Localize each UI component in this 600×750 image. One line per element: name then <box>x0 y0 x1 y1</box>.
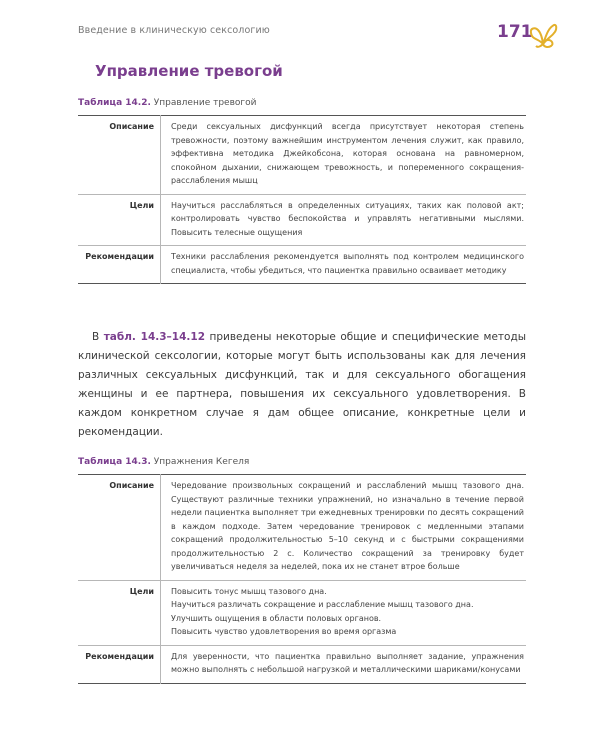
table-caption-text: Управление тревогой <box>153 98 257 108</box>
table-caption-label: Таблица 14.3. <box>78 457 151 467</box>
row-key: Описание <box>78 116 161 195</box>
row-value: Среди сексуальных дисфункций всегда присутствует некоторая степень тревожности, поэтому важнейшим инструментом лечения служит, как правило, эффективна методика Джейкобсона, которая основана на равномерном, спокойном дыхании, снижающем тревожность, и попеременного сокращения-расслабления мышц <box>171 122 524 185</box>
table-reference: табл. 14.3–14.12 <box>103 331 206 343</box>
row-key: Описание <box>78 475 161 581</box>
table-row <box>78 475 526 581</box>
row-key: Цели <box>78 580 161 645</box>
table-row <box>78 246 526 284</box>
paragraph-text: приведены некоторые общие и специфические методы клинической сексологии, которые могут быть использованы как для лечения различных сексуальных дисфункций, так и для сексуального обогащения женщины и ее партнера, повышения их сексуального удовлетворения. В каждом конкретном случае я дам общее описание, конкретные цели и рекомендации. <box>78 331 526 438</box>
row-value: Техники расслабления рекомендуется выполнять под контролем медицинского специалиста, чтобы убедиться, что пациентка правильно осваивает методику <box>171 252 524 275</box>
row-key: Цели <box>78 194 161 246</box>
table-row <box>78 580 526 645</box>
table-row <box>78 116 526 195</box>
table-caption <box>78 98 257 108</box>
goal-line: Повысить тонус мышц тазового дна. <box>171 586 327 596</box>
page-number: 171 <box>497 22 533 42</box>
table-caption-label: Таблица 14.2. <box>78 98 151 108</box>
paragraph-lead: В <box>92 331 100 343</box>
row-value: Для уверенности, что пациентка правильно выполняет задание, упражнения можно выполнять с небольшой нагрузкой и металлическими шариками/конусами <box>171 651 524 674</box>
goal-line: Улучшить ощущения в области половых органов. <box>171 613 382 623</box>
butterfly-icon <box>528 20 558 50</box>
table-row <box>78 194 526 246</box>
section-title: Управление тревогой <box>95 62 283 80</box>
row-key: Рекомендации <box>78 645 161 683</box>
body-paragraph <box>78 328 526 442</box>
kegel-table <box>78 474 526 684</box>
row-value: Чередование произвольных сокращений и расслаблений мышц тазового дна. Существуют различные техники упражнений, но изначально в течение первой недели пациентка выполняет три ежедневных тренировки по десять сокращений в каждом подходе. Затем чередование тренировок с медленными этапами сокращений продолжительностью 5–10 секунд и с быстрыми сокращениями продолжительностью 2 с. Количество сокращений за тренировку будет увеличиваться неделя за неделей, пока их не станет втрое больше <box>171 481 524 571</box>
row-key: Рекомендации <box>78 246 161 284</box>
running-head: Введение в клиническую сексологию <box>78 25 270 36</box>
goal-line: Повысить чувство удовлетворения во время оргазма <box>171 627 397 636</box>
anxiety-table <box>78 115 526 284</box>
row-value: Научиться расслабляться в определенных ситуациях, таких как половой акт; контролировать чувство беспокойства и управлять негативными мыслями. Повысить телесные ощущения <box>171 200 524 237</box>
table-caption <box>78 457 249 467</box>
table-row <box>78 645 526 683</box>
goal-line: Научиться различать сокращение и расслабление мышц тазового дна. <box>171 600 474 609</box>
row-value <box>161 580 527 645</box>
table-caption-text: Упражнения Кегеля <box>153 457 250 467</box>
